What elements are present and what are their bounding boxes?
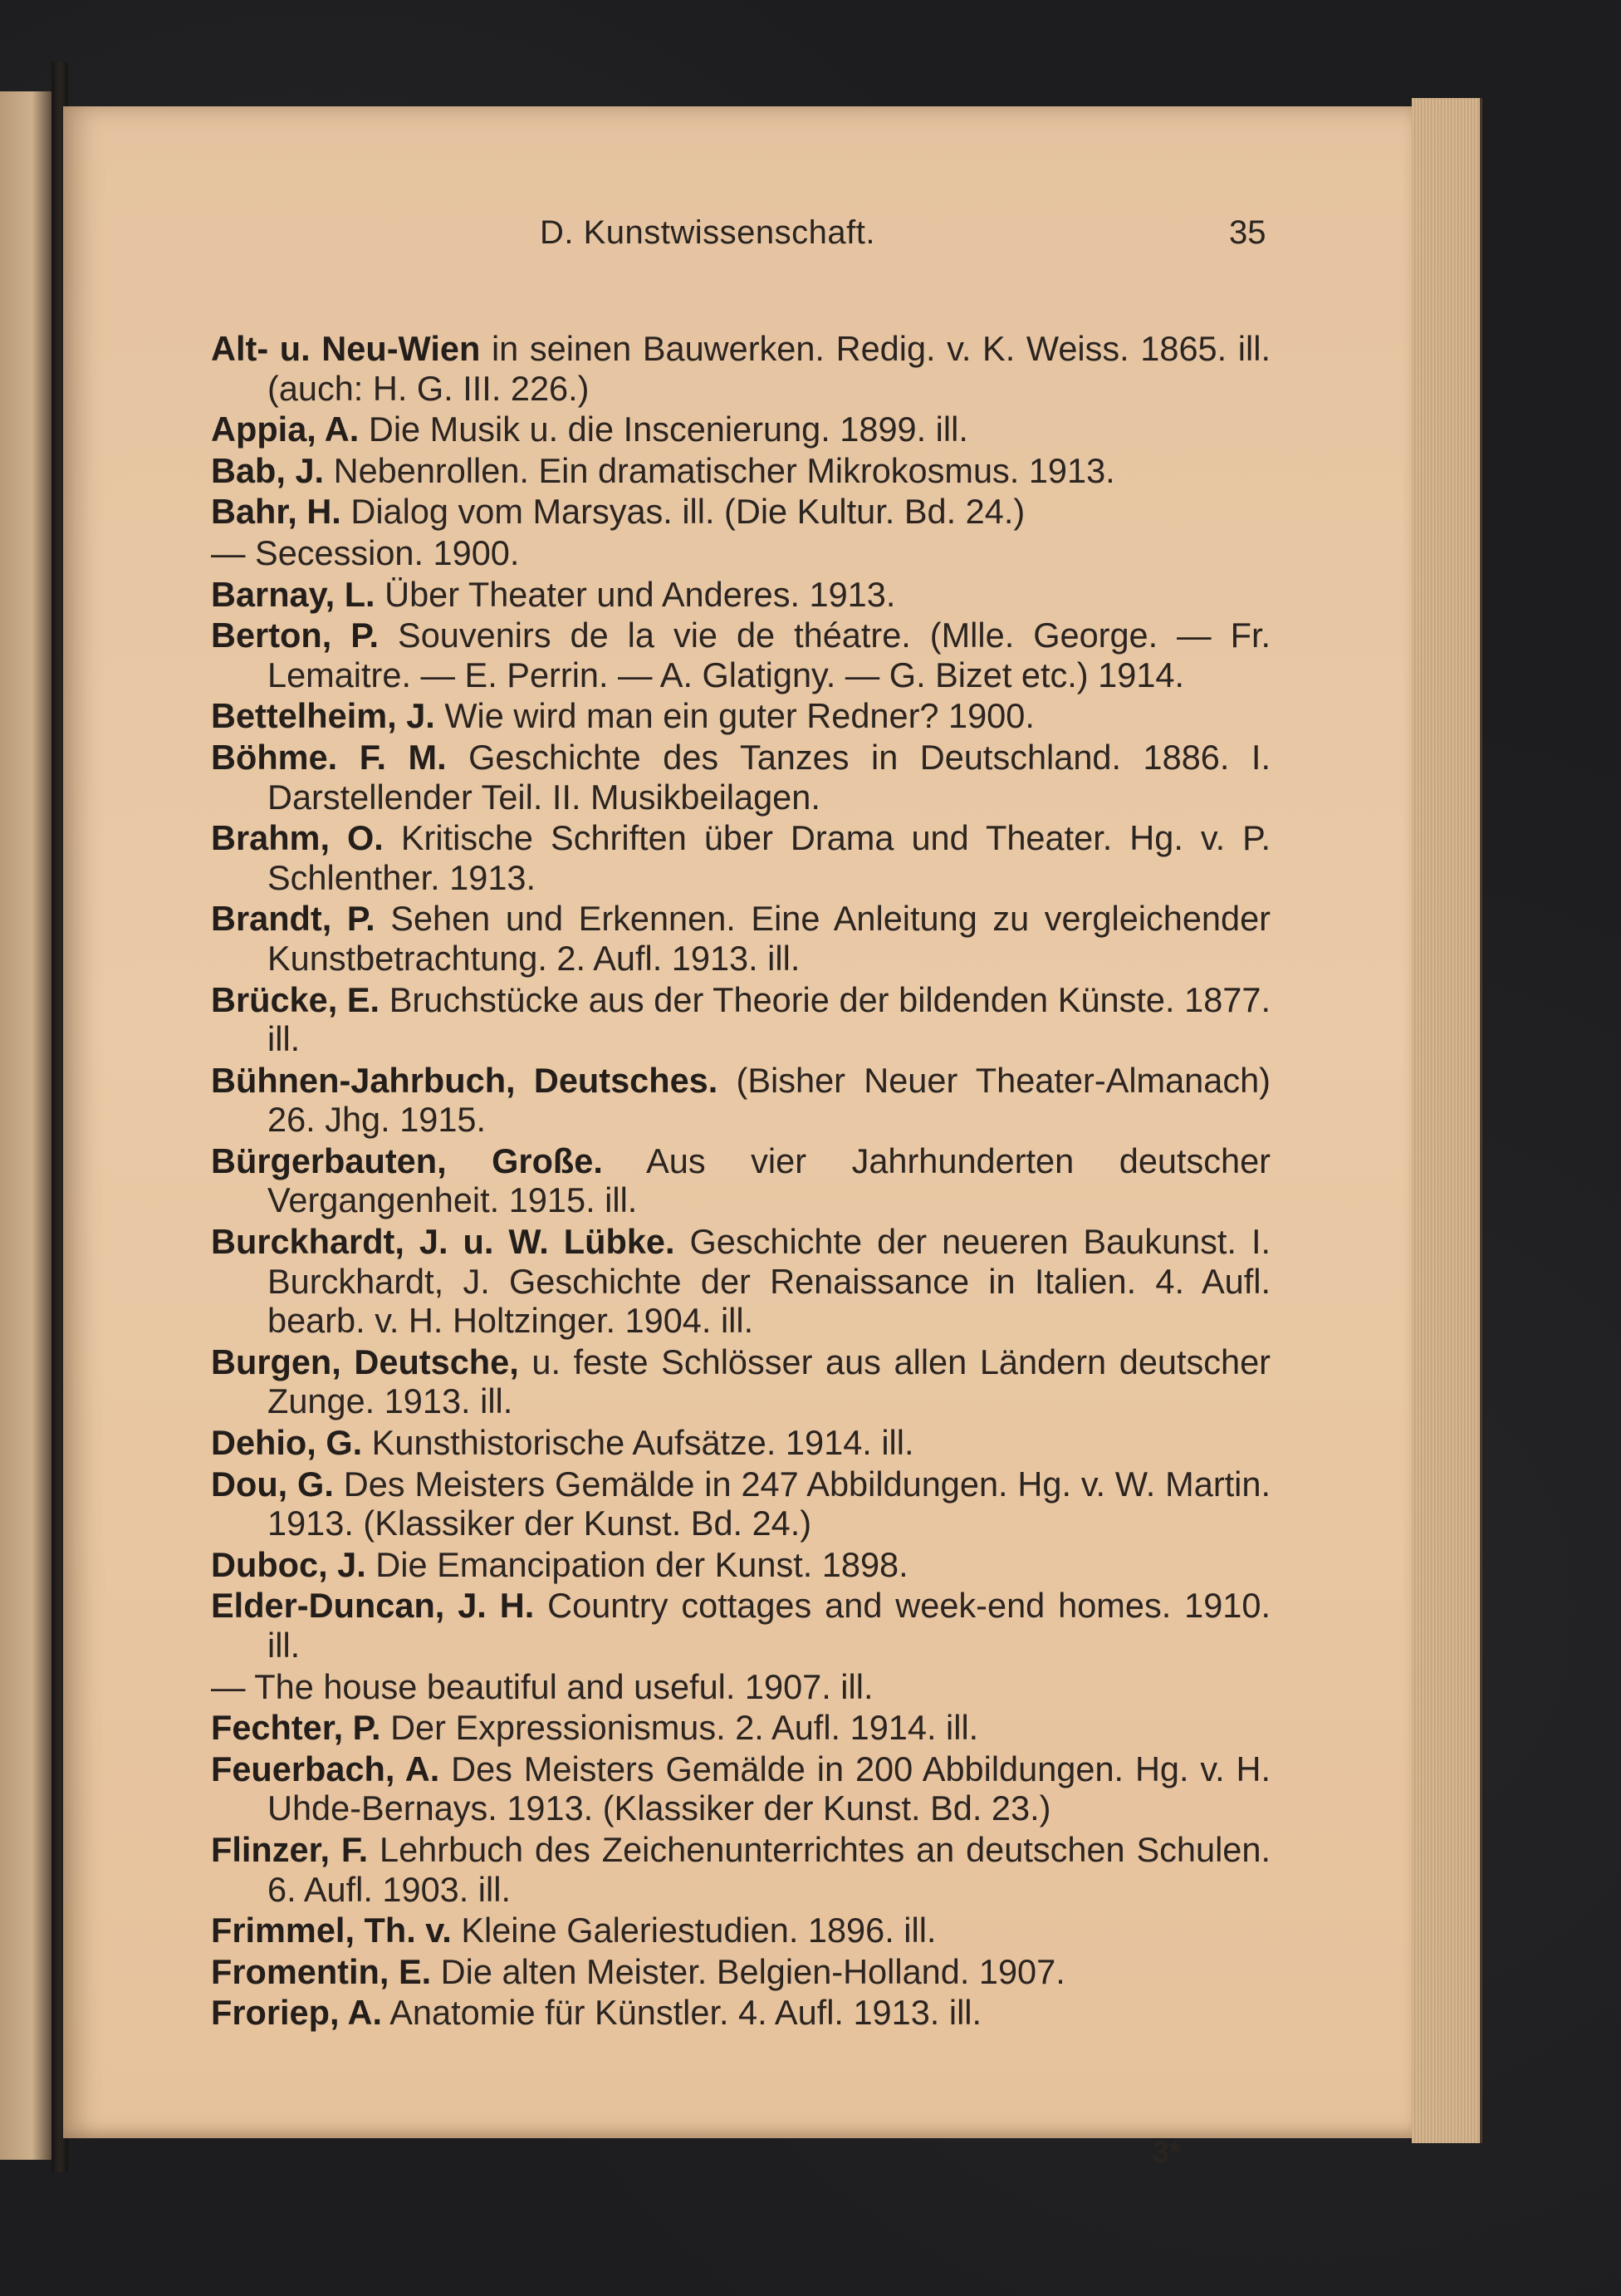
entry-heading: Froriep, A. xyxy=(211,1993,382,2033)
page-stack-edge xyxy=(1412,98,1482,2143)
previous-page-edge xyxy=(0,91,58,2160)
bibliography-entry xyxy=(211,1911,1271,1950)
bibliography-list xyxy=(211,329,1271,2034)
entry-text: Der Expressionismus. 2. Aufl. 1914. ill. xyxy=(380,1708,979,1748)
signature-mark: 3* xyxy=(1153,2135,1182,2169)
entry-text: Kunsthistorische Aufsätze. 1914. ill. xyxy=(362,1423,914,1463)
entry-heading: Feuerbach, A. xyxy=(211,1749,440,1788)
bibliography-entry xyxy=(211,818,1271,897)
entry-heading: Fromentin, E. xyxy=(211,1951,432,1991)
entry-heading: Bab, J. xyxy=(211,450,325,490)
entry-text: Die alten Meister. Belgien-Holland. 1907. xyxy=(431,1951,1065,1991)
bibliography-entry xyxy=(211,1667,1271,1707)
running-head-title: D. Kunstwissenschaft. xyxy=(540,214,875,251)
entry-text: Kritische Schriften über Drama und Theater. Hg. v. P. Schlenther. 1913. xyxy=(267,818,1271,897)
entry-heading: Brahm, O. xyxy=(211,818,384,858)
entry-heading: Duboc, J. xyxy=(211,1544,366,1584)
page-number: 35 xyxy=(1229,214,1266,251)
entry-heading: Elder-Duncan, J. H. xyxy=(211,1586,535,1626)
bibliography-entry xyxy=(211,410,1271,449)
entry-heading: Appia, A. xyxy=(211,410,360,449)
entry-heading: Fechter, P. xyxy=(211,1708,381,1748)
entry-text: Country cottages and week-end homes. 1910. ill. xyxy=(267,1586,1271,1665)
entry-heading: Böhme. F. M. xyxy=(211,737,447,777)
entry-heading: Bahr, H. xyxy=(211,492,341,532)
bibliography-entry xyxy=(211,329,1271,408)
bibliography-entry xyxy=(211,1141,1271,1220)
entry-heading: Bettelheim, J. xyxy=(211,696,435,736)
entry-text: Sehen und Erkennen. Eine Anleitung zu vergleichender Kunstbetrachtung. 2. Aufl. 1913. ill. xyxy=(267,899,1271,978)
bibliography-entry xyxy=(211,696,1271,736)
bibliography-entry xyxy=(211,980,1271,1059)
bibliography-entry xyxy=(211,1993,1271,2033)
bibliography-entry xyxy=(211,1061,1271,1140)
bibliography-entry xyxy=(211,1749,1271,1828)
entry-text: — Secession. 1900. xyxy=(211,532,520,572)
entry-heading: Berton, P. xyxy=(211,616,380,655)
entry-text: Geschichte des Tanzes in Deutschland. 1886. I. Darstellender Teil. II. Musikbeilagen. xyxy=(267,737,1271,817)
entry-text: Kleine Galeriestudien. 1896. ill. xyxy=(451,1911,937,1950)
bibliography-entry xyxy=(211,451,1271,491)
bibliography-entry xyxy=(211,533,1271,573)
bibliography-entry xyxy=(211,1222,1271,1341)
entry-text: Nebenrollen. Ein dramatischer Mikrokosmus. 1913. xyxy=(324,450,1115,490)
bibliography-entry xyxy=(211,1464,1271,1543)
entry-heading: Burckhardt, J. u. W. Lübke. xyxy=(211,1222,675,1262)
entry-heading: Bürgerbauten, Große. xyxy=(211,1141,603,1180)
entry-text: Wie wird man ein guter Redner? 1900. xyxy=(434,696,1035,736)
bibliography-entry xyxy=(211,1545,1271,1585)
entry-text: Des Meisters Gemälde in 200 Abbildungen. Hg. v. H. Uhde-Bernays. 1913. (Klassiker der Kunst. Bd. 23.) xyxy=(267,1749,1271,1828)
entry-text: — The house beautiful and useful. 1907. ill. xyxy=(211,1666,874,1706)
bibliography-entry xyxy=(211,616,1271,694)
entry-text: Über Theater und Anderes. 1913. xyxy=(375,574,896,614)
entry-heading: Frimmel, Th. v. xyxy=(211,1911,452,1950)
entry-text: Des Meisters Gemälde in 247 Abbildungen. Hg. v. W. Martin. 1913. (Klassiker der Kunst. Bd. 24.) xyxy=(267,1464,1271,1543)
bibliography-entry xyxy=(211,899,1271,978)
bibliography-entry xyxy=(211,1952,1271,1992)
entry-text: (Bisher Neuer Theater-Almanach) 26. Jhg. 1915. xyxy=(267,1060,1271,1140)
bibliography-entry xyxy=(211,1586,1271,1665)
entry-heading: Dou, G. xyxy=(211,1464,334,1504)
bibliography-entry xyxy=(211,1423,1271,1463)
entry-text: Dialog vom Marsyas. ill. (Die Kultur. Bd. 24.) xyxy=(340,492,1026,532)
entry-heading: Bühnen-Jahrbuch, Deutsches. xyxy=(211,1060,718,1100)
bibliography-entry xyxy=(211,1830,1271,1909)
bibliography-entry xyxy=(211,1708,1271,1748)
entry-text: in seinen Bauwerken. Redig. v. K. Weiss. 1865. ill. (auch: H. G. III. 226.) xyxy=(267,329,1271,408)
bibliography-entry xyxy=(211,492,1271,532)
entry-heading: Brücke, E. xyxy=(211,979,380,1019)
entry-heading: Barnay, L. xyxy=(211,574,375,614)
entry-heading: Alt- u. Neu-Wien xyxy=(211,329,481,368)
entry-text: Die Musik u. die Inscenierung. 1899. ill. xyxy=(359,410,968,449)
entry-text: Die Emancipation der Kunst. 1898. xyxy=(365,1544,908,1584)
entry-text: Anatomie für Künstler. 4. Aufl. 1913. ill. xyxy=(381,1993,982,2033)
entry-heading: Flinzer, F. xyxy=(211,1829,369,1869)
entry-text: Aus vier Jahrhunderten deutscher Vergangenheit. 1915. ill. xyxy=(267,1141,1271,1220)
entry-text: Souvenirs de la vie de théatre. (Mlle. George. — Fr. Lemaitre. — E. Perrin. — A. Glatigny. — G. Bizet etc.) 1914. xyxy=(267,616,1271,694)
bibliography-entry xyxy=(211,738,1271,817)
entry-heading: Dehio, G. xyxy=(211,1423,363,1463)
entry-text: Bruchstücke aus der Theorie der bildenden Künste. 1877. ill. xyxy=(267,979,1271,1059)
bibliography-entry xyxy=(211,1342,1271,1421)
entry-heading: Brandt, P. xyxy=(211,899,375,939)
entry-text: Geschichte der neueren Baukunst. I. Burckhardt, J. Geschichte der Renaissance in Italien. 4. Aufl. bearb. v. H. Holtzinger. 1904. ill. xyxy=(267,1222,1271,1341)
bibliography-entry xyxy=(211,575,1271,615)
entry-text: Lehrbuch des Zeichenunterrichtes an deutschen Schulen. 6. Aufl. 1903. ill. xyxy=(267,1829,1271,1909)
entry-text: u. feste Schlösser aus allen Ländern deutscher Zunge. 1913. ill. xyxy=(267,1342,1271,1421)
entry-heading: Burgen, Deutsche, xyxy=(211,1342,519,1381)
